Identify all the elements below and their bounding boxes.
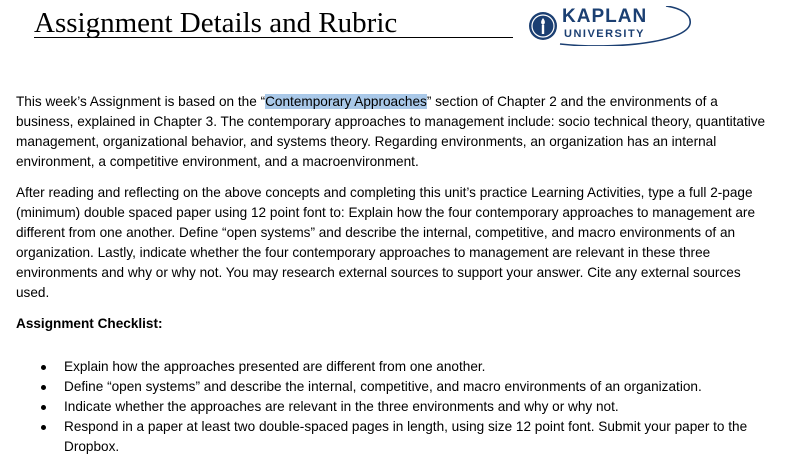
checklist (16, 357, 776, 457)
list-item (16, 417, 776, 457)
assignment-body (16, 92, 776, 457)
kaplan-logo (528, 6, 688, 46)
list-item-text: Respond in a paper at least two double-spaced pages in length, using size 12 point font. Submit your paper to the Dropbox. (64, 419, 748, 454)
bullet-icon (41, 405, 46, 410)
bullet-icon (41, 425, 46, 430)
intro-paragraph (16, 92, 776, 172)
title-underline (34, 37, 513, 38)
list-item (16, 377, 776, 397)
intro-text-end: ” section of Chapter 2 and the environments of a business, explained in Chapter 3. The contemporary approaches to management include: socio technical theory, quantitative management, organizational behavior, and systems theory. Regarding environments, an organization has an internal environment, a competitive environment, and a macroenvironment. (16, 94, 766, 169)
torch-seal-icon (528, 11, 558, 41)
intro-text-start: This week’s Assignment is based on the “ (16, 94, 266, 109)
logo-wordmark: KAPLAN (562, 6, 648, 27)
page-title: Assignment Details and Rubric (34, 7, 398, 39)
list-item (16, 357, 776, 377)
instructions-paragraph: After reading and reflecting on the above concepts and completing this unit’s practice Learning Activities, type a full 2-page (minimum) double spaced paper using 12 point font to: Explain how the four contemporary approaches to management are different from one another. Define “open systems” and describe the internal, competitive, and macro environments of an organization. Lastly, indicate whether the four contemporary approaches to management are relevant in these three environments and why or why not. You may research external sources to support your answer. Cite any external sources used. (16, 185, 756, 300)
highlighted-text: Contemporary Approaches (265, 94, 427, 109)
list-item-text: Define “open systems” and describe the internal, competitive, and macro environments of an organization. (64, 379, 702, 394)
bullet-icon (41, 365, 46, 370)
list-item-text: Indicate whether the approaches are relevant in the three environments and why or why not. (64, 399, 619, 414)
bullet-icon (41, 385, 46, 390)
list-item (16, 397, 776, 417)
list-item-text: Explain how the approaches presented are different from one another. (64, 359, 486, 374)
logo-subtitle: UNIVERSITY (564, 28, 646, 40)
checklist-heading: Assignment Checklist: (16, 316, 163, 331)
